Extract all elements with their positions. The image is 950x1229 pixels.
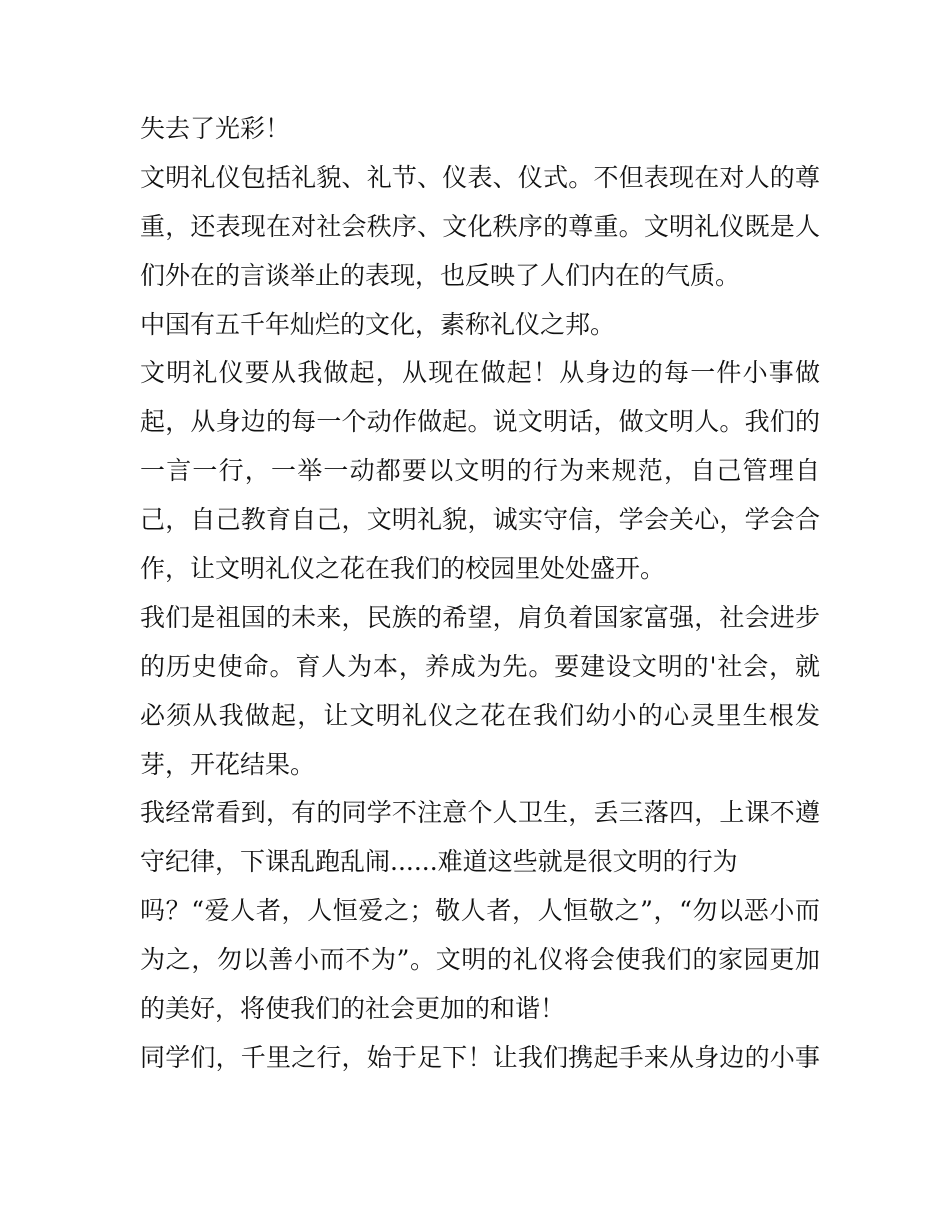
text-line: 己，自己教育自己，文明礼貌，诚实守信，学会关心，学会合	[140, 505, 820, 535]
text-line: 的美好，将使我们的社会更加的和谐！	[140, 994, 566, 1024]
text-line: 守纪律，下课乱跑乱闹......难道这些就是很文明的行为	[140, 847, 738, 877]
text-line: 为之，勿以善小而不为”。文明的礼仪将会使我们的家园更加	[140, 945, 820, 975]
text-line: 文明礼仪包括礼貌、礼节、仪表、仪式。不但表现在对人的尊	[140, 162, 820, 192]
text-line: 吗？“爱人者，人恒爱之；敬人者，人恒敬之”，“勿以恶小而	[140, 896, 820, 926]
text-line: 我们是祖国的未来，民族的希望，肩负着国家富强，社会进步	[140, 602, 820, 632]
text-line: 文明礼仪要从我做起，从现在做起！从身边的每一件小事做	[140, 358, 820, 388]
text-line: 们外在的言谈举止的表现，也反映了人们内在的气质。	[140, 260, 741, 290]
document-body	[140, 105, 820, 1083]
text-line: 必须从我做起，让文明礼仪之花在我们幼小的心灵里生根发	[140, 700, 820, 730]
text-line: 一言一行，一举一动都要以文明的行为来规范，自己管理自	[140, 456, 820, 486]
text-line: 失去了光彩！	[140, 114, 291, 143]
text-line: 重，还表现在对社会秩序、文化秩序的尊重。文明礼仪既是人	[140, 211, 820, 241]
text-line: 中国有五千年灿烂的文化，素称礼仪之邦。	[140, 309, 616, 339]
text-line: 同学们，千里之行，始于足下！让我们携起手来从身边的小事	[140, 1042, 820, 1072]
text-line: 我经常看到，有的同学不注意个人卫生，丢三落四，上课不遵	[140, 798, 820, 828]
text-line: 作，让文明礼仪之花在我们的校园里处处盛开。	[140, 554, 666, 584]
text-line: 的历史使命。育人为本，养成为先。要建设文明的'社会，就	[140, 651, 820, 681]
text-line: 芽，开花结果。	[140, 749, 316, 779]
text-line: 起，从身边的每一个动作做起。说文明话，做文明人。我们的	[140, 407, 820, 437]
